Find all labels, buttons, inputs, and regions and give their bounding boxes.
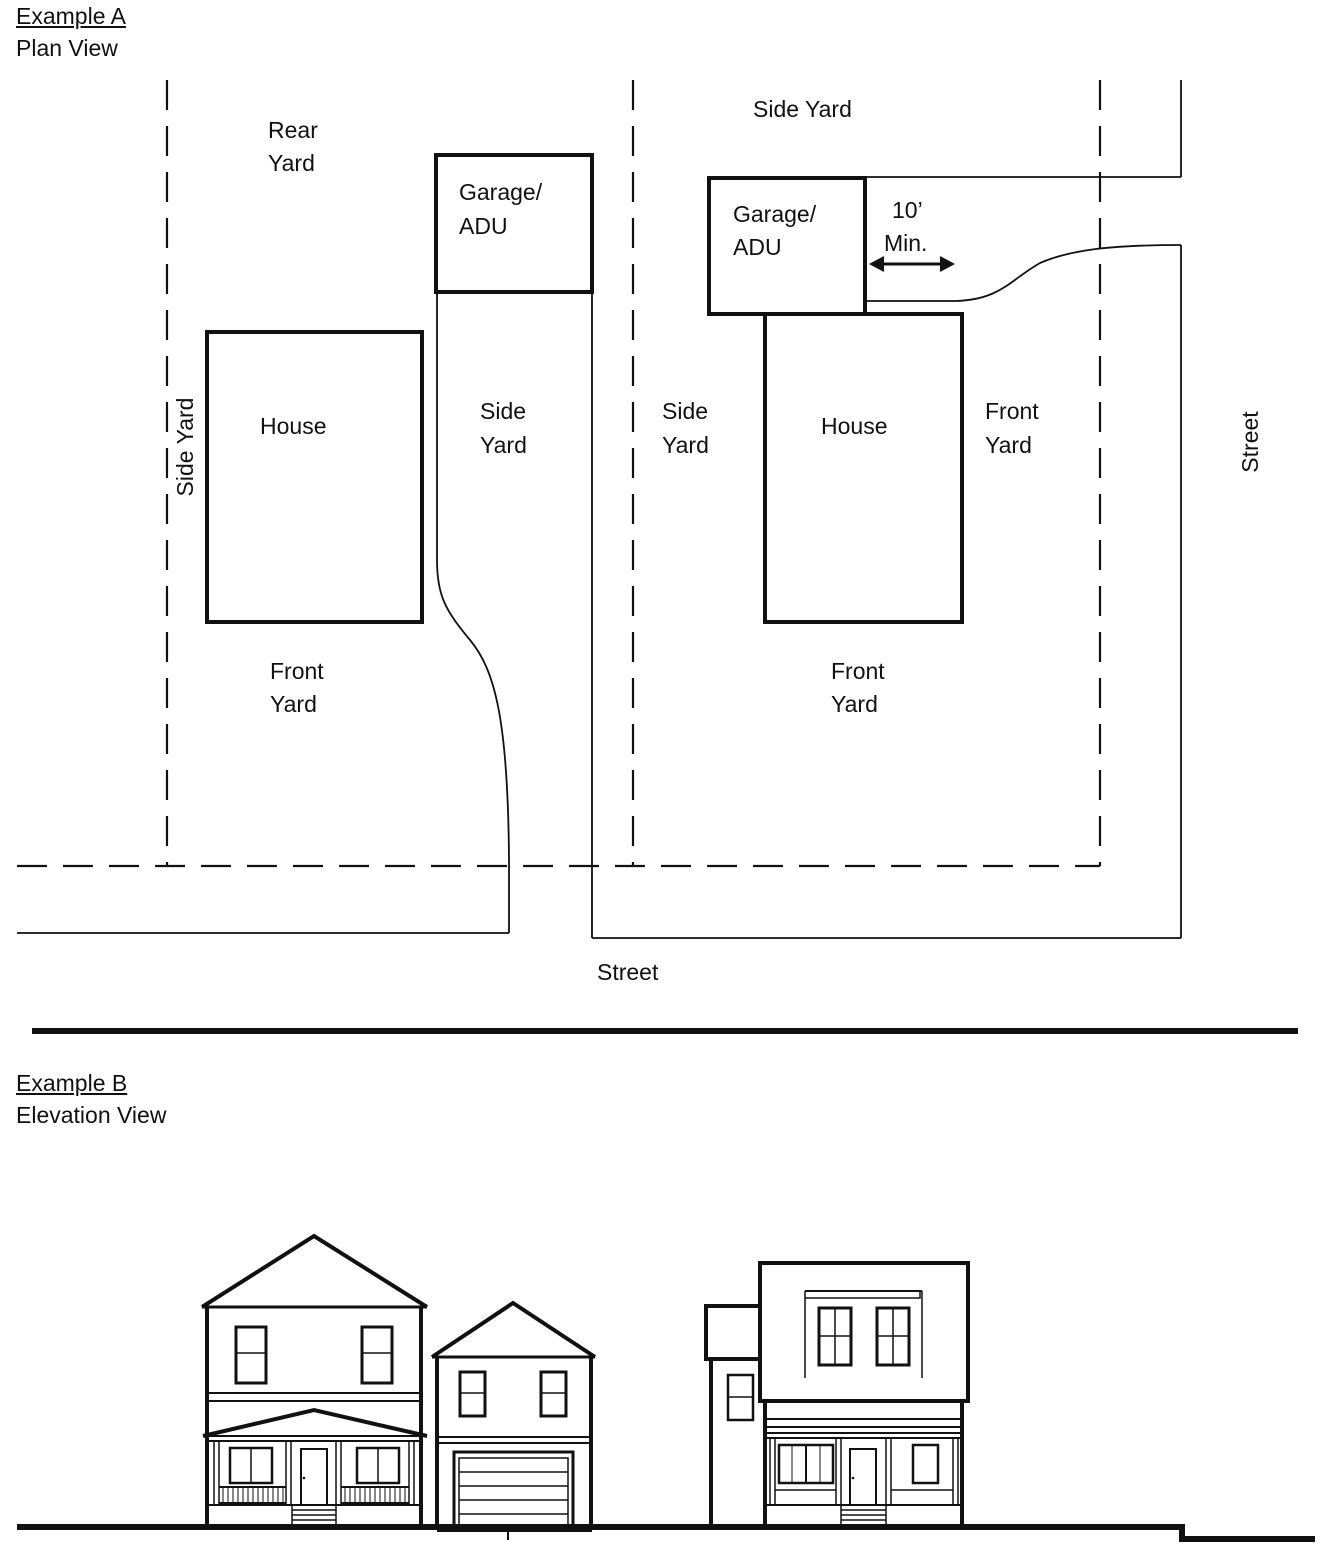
left-garage-label: Garage/ ADU xyxy=(459,179,543,239)
right-front-yard-east-label: Front Yard xyxy=(985,398,1039,458)
left-side-yard-label: Side Yard xyxy=(480,398,527,458)
left-side-yard-vertical-label: Side Yard xyxy=(172,397,198,497)
example-b-subheading: Elevation View xyxy=(16,1102,167,1128)
property-lines xyxy=(17,80,1181,938)
right-garage-label: Garage/ ADU xyxy=(733,201,817,260)
left-rear-yard-label: Rear Yard xyxy=(268,117,318,176)
street-bottom-label: Street xyxy=(597,959,659,985)
right-front-yard-south-label: Front Yard xyxy=(831,658,885,717)
plan-buildings xyxy=(207,155,962,622)
left-house-label: House xyxy=(260,413,327,439)
elevation-view xyxy=(17,1236,1315,1540)
garage-door xyxy=(454,1452,573,1527)
right-side-yard-label: Side Yard xyxy=(662,398,709,458)
left-house-upper-window xyxy=(236,1327,392,1383)
left-house-elevation xyxy=(202,1236,427,1527)
right-house-footprint xyxy=(765,314,962,622)
left-garage-elevation xyxy=(432,1303,595,1527)
plan-view xyxy=(17,80,1263,985)
left-house-footprint xyxy=(207,332,422,622)
left-house-door xyxy=(301,1449,327,1505)
left-garage-window xyxy=(460,1372,485,1416)
dimension-arrow xyxy=(869,256,955,272)
right-top-side-yard-label: Side Yard xyxy=(753,96,852,122)
right-house-label: House xyxy=(821,413,888,439)
example-a-heading: Example A xyxy=(16,3,126,29)
right-garage-elevation xyxy=(706,1306,760,1527)
right-house-door xyxy=(850,1449,876,1505)
example-b-heading: Example B xyxy=(16,1070,128,1096)
setback-dimension-label: 10’ Min. xyxy=(884,197,928,256)
ground-line xyxy=(17,1527,1315,1539)
right-house-elevation xyxy=(760,1263,968,1527)
example-a-subheading: Plan View xyxy=(16,35,118,61)
left-front-yard-label: Front Yard xyxy=(270,658,324,717)
street-vertical-label: Street xyxy=(1237,411,1263,473)
